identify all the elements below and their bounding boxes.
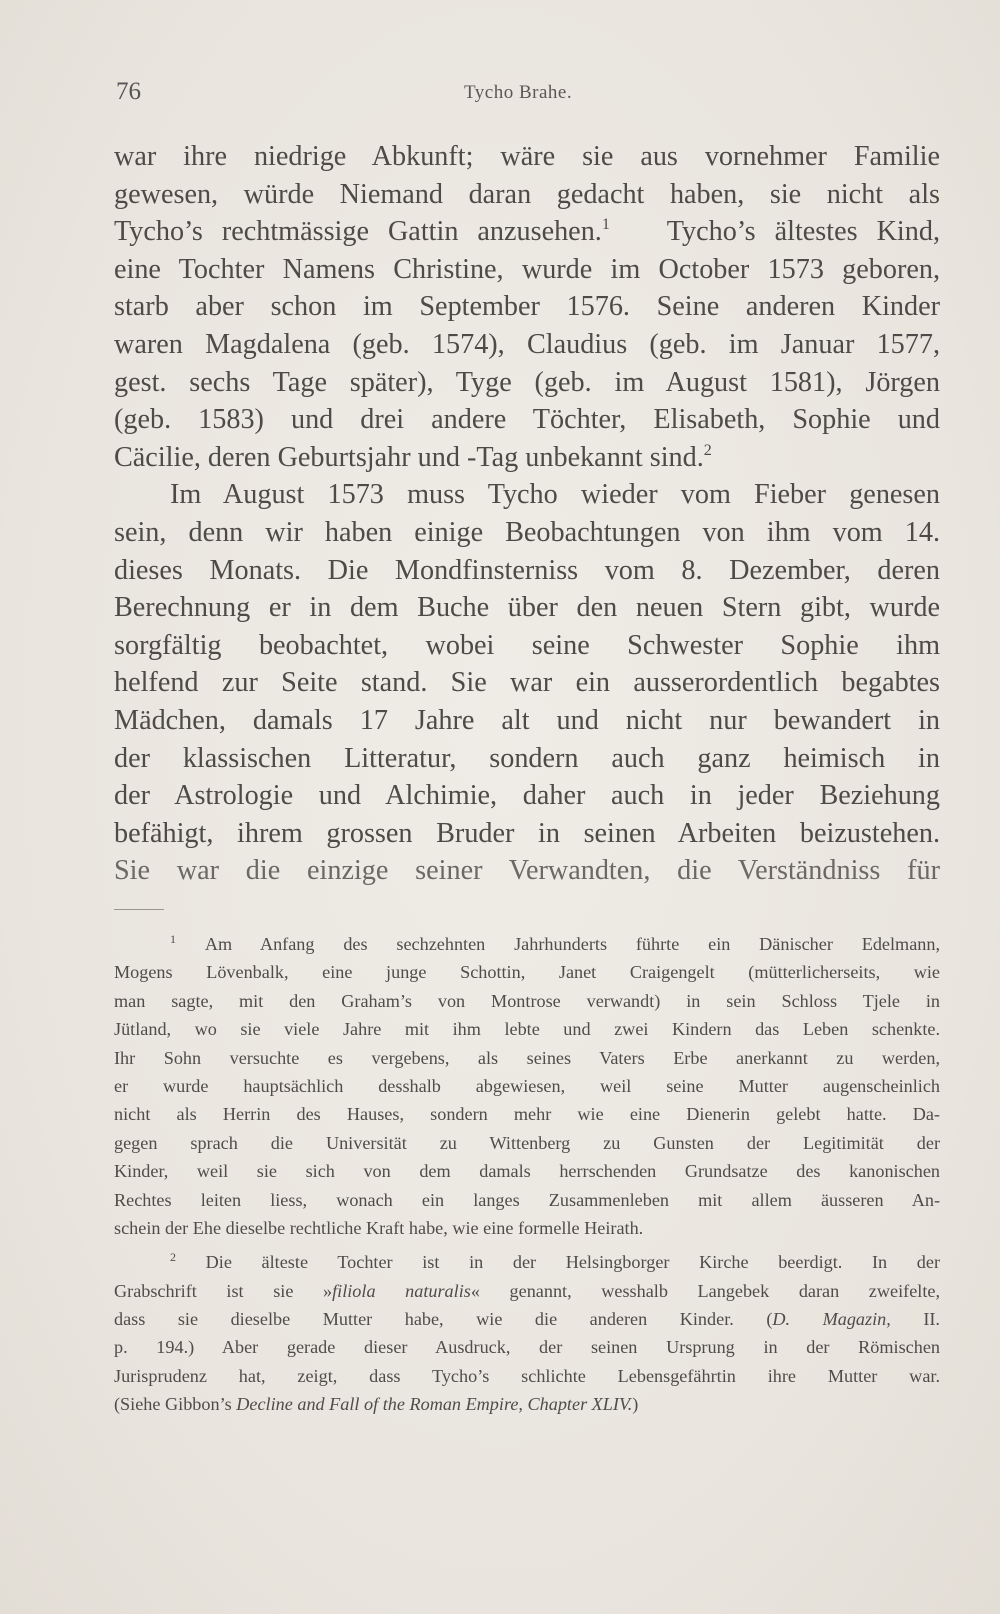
text-line: [114, 439, 940, 477]
text-line: dieses Monats. Die Mondfinsterniss vom 8. Dezember, deren: [114, 554, 940, 586]
text-line: befähigt, ihrem grossen Bruder in seinen Arbeiten beizustehen.: [114, 817, 940, 849]
text-segment: ): [632, 1394, 639, 1415]
text-segment: dass sie dieselbe Mutter habe, wie die anderen Kinder. (: [114, 1309, 773, 1330]
footnote-1-line: gegen sprach die Universität zu Wittenberg zu Gunsten der Legitimität der: [114, 1132, 940, 1153]
text-line: der klassischen Litteratur, sondern auch ganz heimisch in: [114, 742, 940, 774]
footnote-2-line: p. 194.) Aber gerade dieser Ausdruck, der seinen Ursprung in der Römischen: [114, 1337, 940, 1358]
text-segment: « genannt, wesshalb Langebek daran zweifelte,: [470, 1280, 940, 1301]
text-line: waren Magdalena (geb. 1574), Claudius (geb. im Januar 1577,: [114, 328, 940, 360]
text-line: sein, denn wir haben einige Beobachtungen von ihm vom 14.: [114, 516, 940, 548]
citation-title: Decline and Fall of the Roman Empire, Chapter XLIV.: [236, 1394, 633, 1415]
text-line: war ihre niedrige Abkunft; wäre sie aus vornehmer Familie: [114, 141, 940, 172]
footnote-1-line: man sagte, mit den Graham’s von Montrose verwandt) in sein Schloss Tjele in: [114, 990, 940, 1011]
footnote-2-line: [114, 1305, 940, 1333]
footnote-2-line: [114, 1390, 940, 1418]
running-title: Tycho Brahe.: [464, 82, 573, 103]
text-segment: Die älteste Tochter ist in der Helsingborger Kirche beerdigt. In der: [205, 1252, 941, 1273]
footnote-1-line: schein der Ehe dieselbe rechtliche Kraft habe, wie eine formelle Heirath.: [114, 1217, 644, 1238]
footnote-2-line: [114, 1248, 940, 1276]
footnote-1-line: Rechtes leiten liess, wonach ein langes Zusammenleben mit allem äusseren An-: [114, 1189, 940, 1210]
main-text: [114, 138, 940, 890]
text-line: Im August 1573 muss Tycho wieder vom Fieber genesen: [170, 479, 940, 511]
text-segment: Tycho’s rechtmässige Gattin anzusehen.: [114, 216, 602, 248]
page-header: [116, 78, 856, 108]
footnote-1-line: [114, 930, 940, 958]
footnote-ref-1: 1: [601, 216, 610, 234]
text-line: [114, 213, 940, 251]
footnote-1-line: er wurde hauptsächlich desshalb abgewiesen, weil seine Mutter augenscheinlich: [114, 1075, 940, 1096]
footnotes: [114, 930, 940, 1419]
footnote-2-line: [114, 1277, 940, 1305]
text-line: Berechnung er in dem Buche über den neuen Stern gibt, wurde: [114, 592, 940, 624]
text-segment: (Siehe Gibbon’s: [114, 1394, 237, 1415]
text-line: der Astrologie und Alchimie, daher auch in jeder Beziehung: [114, 780, 940, 812]
latin-phrase: filiola naturalis: [332, 1280, 471, 1301]
text-line: Sie war die einzige seiner Verwandten, die Verständniss für: [114, 855, 940, 887]
footnote-1-line: Jütland, wo sie viele Jahre mit ihm lebte und zwei Kindern das Leben schenkte.: [114, 1019, 940, 1040]
page-number: 76: [116, 78, 141, 105]
text-line: sorgfältig beobachtet, wobei seine Schwester Sophie ihm: [114, 629, 940, 661]
citation-title: D. Magazin,: [772, 1309, 891, 1330]
footnote-2-marker: 2: [170, 1250, 176, 1265]
text-segment: Am Anfang des sechzehnten Jahrhunderts führte ein Dänischer Edelmann,: [204, 934, 941, 954]
footnote-2-line: Jurisprudenz hat, zeigt, dass Tycho’s schlichte Lebensgefährtin ihre Mutter war.: [114, 1365, 940, 1386]
text-segment: Tycho’s ältestes Kind,: [666, 216, 940, 248]
text-line: (geb. 1583) und drei andere Töchter, Elisabeth, Sophie und: [114, 404, 940, 436]
footnote-1-line: nicht als Herrin des Hauses, sondern mehr wie eine Dienerin gelebt hatte. Da-: [114, 1104, 940, 1125]
text-segment: II.: [890, 1309, 940, 1330]
footnote-1-line: Ihr Sohn versuchte es vergebens, als seines Vaters Erbe anerkannt zu werden,: [114, 1047, 940, 1068]
text-line: gest. sechs Tage später), Tyge (geb. im August 1581), Jörgen: [114, 366, 940, 398]
footnote-1-line: Mogens Lövenbalk, eine junge Schottin, Janet Craigengelt (mütterlicherseits, wie: [114, 962, 940, 983]
text-line: helfend zur Seite stand. Sie war ein ausserordentlich begabtes: [114, 667, 940, 699]
text-segment: Grabschrift ist sie »: [114, 1280, 333, 1301]
footnote-1-marker: 1: [170, 932, 176, 946]
text-line: eine Tochter Namens Christine, wurde im October 1573 geboren,: [114, 253, 940, 285]
footnote-ref-2: 2: [703, 441, 712, 459]
text-segment: Cäcilie, deren Geburtsjahr und -Tag unbekannt sind.: [114, 441, 704, 473]
footnote-divider: [114, 909, 164, 910]
text-line: starb aber schon im September 1576. Seine anderen Kinder: [114, 291, 940, 323]
footnote-1-line: Kinder, weil sie sich von dem damals herrschenden Grundsatze des kanonischen: [114, 1161, 940, 1182]
text-line: gewesen, würde Niemand daran gedacht haben, sie nicht als: [114, 178, 940, 210]
text-line: Mädchen, damals 17 Jahre alt und nicht nur bewandert in: [114, 704, 940, 736]
